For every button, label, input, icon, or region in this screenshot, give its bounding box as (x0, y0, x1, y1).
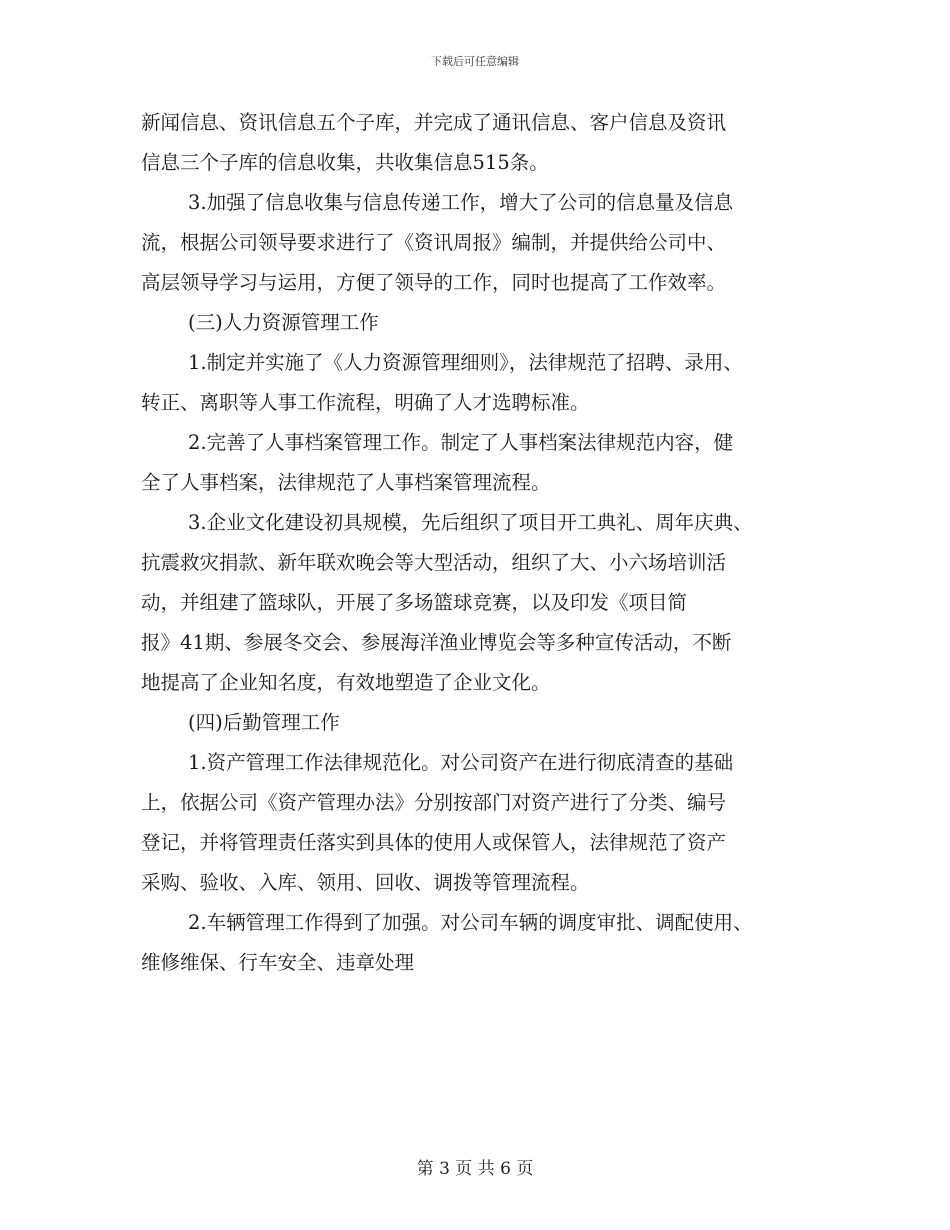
body-line: 动，并组建了篮球队，开展了多场篮球竞赛，以及印发《项目简 (141, 591, 688, 614)
body-line: 2.完善了人事档案管理工作。制定了人事档案法律规范内容，健 (188, 431, 734, 454)
body-line: 报》41期、参展冬交会、参展海洋渔业博览会等多种宣传活动，不断 (141, 631, 732, 654)
body-line: 新闻信息、资讯信息五个子库，并完成了通讯信息、客户信息及资讯 (141, 111, 727, 134)
section-heading: (三)人力资源管理工作 (188, 311, 379, 334)
body-line: 1.制定并实施了《人力资源管理细则》，法律规范了招聘、录用、 (188, 351, 743, 374)
body-line: 3.加强了信息收集与信息传递工作，增大了公司的信息量及信息 (188, 191, 734, 214)
body-line: 抗震救灾捐款、新年联欢晚会等大型活动，组织了大、小六场培训活 (141, 551, 727, 574)
body-line: 1.资产管理工作法律规范化。对公司资产在进行彻底清查的基础 (188, 751, 734, 774)
body-line: 维修维保、行车安全、违章处理 (141, 951, 415, 974)
body-line: 2.车辆管理工作得到了加强。对公司车辆的调度审批、调配使用、 (188, 911, 753, 934)
body-line: 登记，并将管理责任落实到具体的使用人或保管人，法律规范了资产 (141, 831, 727, 854)
body-line: 流，根据公司领导要求进行了《资讯周报》编制，并提供给公司中、 (141, 231, 727, 254)
body-line: 全了人事档案，法律规范了人事档案管理流程。 (141, 471, 551, 494)
body-line: 3.企业文化建设初具规模，先后组织了项目开工典礼、周年庆典、 (188, 511, 753, 534)
body-line: 地提高了企业知名度，有效地塑造了企业文化。 (141, 671, 551, 694)
body-line: 转正、离职等人事工作流程，明确了人才选聘标准。 (141, 391, 590, 414)
page-footer: 第 3 页 共 6 页 (416, 1159, 534, 1179)
body-line: 信息三个子库的信息收集，共收集信息515条。 (141, 151, 549, 174)
page-header: 下载后可任意编辑 (431, 55, 519, 68)
section-heading: (四)后勤管理工作 (188, 711, 340, 734)
body-line: 采购、验收、入库、领用、回收、调拨等管理流程。 (141, 871, 590, 894)
document-body (141, 103, 821, 983)
body-line: 上，依据公司《资产管理办法》分别按部门对资产进行了分类、编号 (141, 791, 727, 814)
body-line: 高层领导学习与运用，方便了领导的工作，同时也提高了工作效率。 (141, 271, 727, 294)
